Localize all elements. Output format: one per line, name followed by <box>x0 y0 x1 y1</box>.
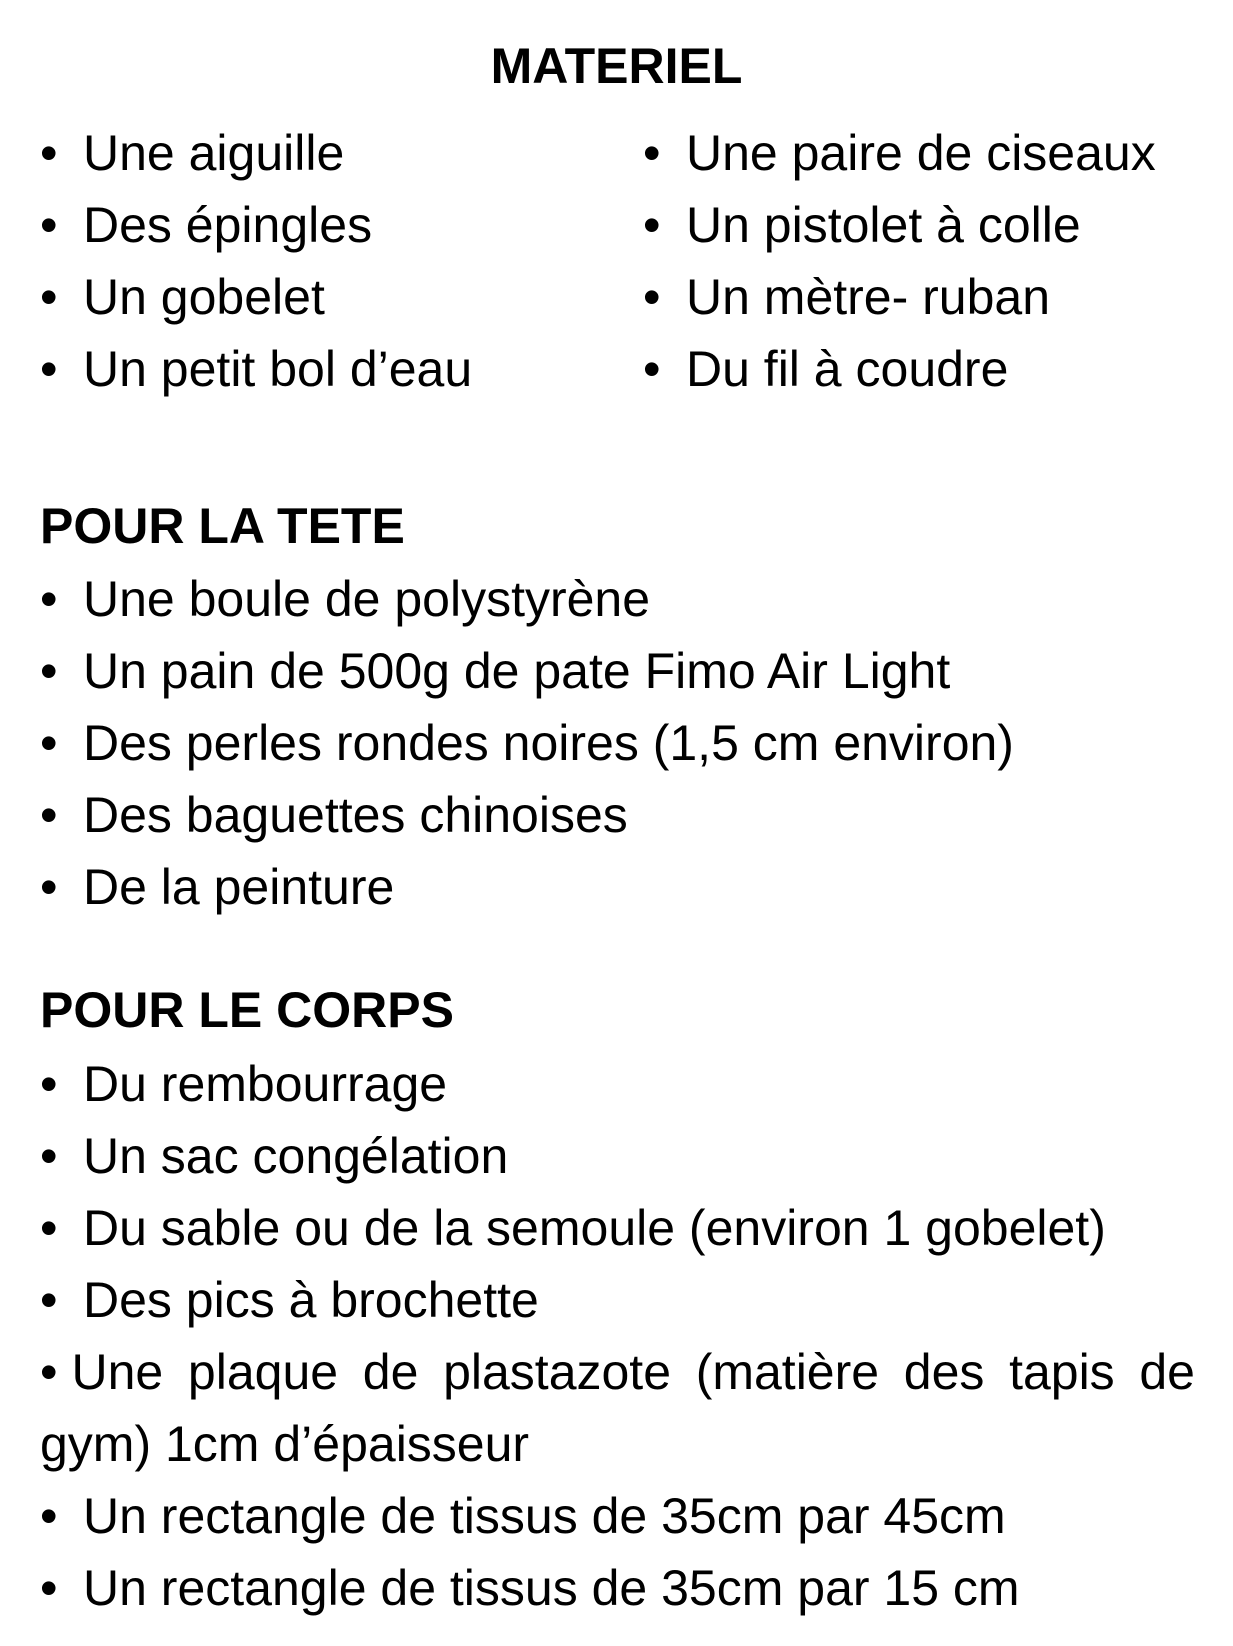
list-item <box>40 779 1014 851</box>
list-item <box>643 189 1156 261</box>
item-text: Une aiguille <box>83 125 345 181</box>
item-text: Un petit bol d’eau <box>83 341 473 397</box>
bullet: • <box>40 125 58 181</box>
list-item <box>40 117 472 189</box>
tete-list <box>40 563 1014 923</box>
item-text: Des baguettes chinoises <box>83 787 628 843</box>
bullet: • <box>40 269 58 325</box>
bullet: • <box>40 859 58 915</box>
list-item <box>40 1552 1195 1624</box>
bullet: • <box>643 197 661 253</box>
bullet: • <box>40 643 58 699</box>
item-text: Un sac congélation <box>83 1128 509 1184</box>
list-item <box>40 1480 1195 1552</box>
item-text: Un gobelet <box>83 269 325 325</box>
item-text: Des pics à brochette <box>83 1272 539 1328</box>
item-text: Une boule de polystyrène <box>83 571 651 627</box>
list-item <box>643 117 1156 189</box>
bullet: • <box>40 571 58 627</box>
materiel-title: MATERIEL <box>490 38 743 94</box>
list-item <box>40 1048 1195 1120</box>
bullet: • <box>40 715 58 771</box>
item-text: Un rectangle de tissus de 35cm par 45cm <box>83 1488 1006 1544</box>
bullet: • <box>40 1488 58 1544</box>
bullet: • <box>40 1272 58 1328</box>
list-item <box>40 1120 1195 1192</box>
bullet: • <box>643 269 661 325</box>
item-text: Du rembourrage <box>83 1056 448 1112</box>
list-item <box>40 707 1014 779</box>
list-item <box>40 851 1014 923</box>
bullet: • <box>40 1200 58 1256</box>
materiel-left-list <box>40 117 472 405</box>
list-item <box>40 1336 1195 1480</box>
list-item <box>40 1264 1195 1336</box>
bullet: • <box>40 1056 58 1112</box>
bullet: • <box>40 1344 58 1400</box>
item-text: Du sable ou de la semoule (environ 1 gobelet) <box>83 1200 1106 1256</box>
item-text: Un pain de 500g de pate Fimo Air Light <box>83 643 951 699</box>
bullet: • <box>40 1128 58 1184</box>
item-text: Une plaque de plastazote (matière des tapis de gym) 1cm d’épaisseur <box>40 1344 1195 1472</box>
item-text: Une paire de ciseaux <box>686 125 1156 181</box>
list-item <box>643 261 1156 333</box>
tete-title: POUR LA TETE <box>40 498 405 554</box>
bullet: • <box>643 341 661 397</box>
bullet: • <box>40 197 58 253</box>
bullet: • <box>40 341 58 397</box>
item-text: Un rectangle de tissus de 35cm par 15 cm <box>83 1560 1020 1616</box>
item-text: Un pistolet à colle <box>686 197 1081 253</box>
bullet: • <box>40 787 58 843</box>
item-text: Des épingles <box>83 197 373 253</box>
list-item <box>40 333 472 405</box>
corps-list <box>40 1048 1195 1624</box>
list-item <box>40 261 472 333</box>
bullet: • <box>643 125 661 181</box>
list-item <box>643 333 1156 405</box>
item-text: Un mètre- ruban <box>686 269 1051 325</box>
list-item <box>40 563 1014 635</box>
list-item <box>40 635 1014 707</box>
corps-title: POUR LE CORPS <box>40 982 454 1038</box>
list-item <box>40 189 472 261</box>
bullet: • <box>40 1560 58 1616</box>
list-item <box>40 1192 1195 1264</box>
item-text: Des perles rondes noires (1,5 cm environ) <box>83 715 1014 771</box>
materiel-right-list <box>643 117 1156 405</box>
item-text: Du fil à coudre <box>686 341 1009 397</box>
item-text: De la peinture <box>83 859 395 915</box>
